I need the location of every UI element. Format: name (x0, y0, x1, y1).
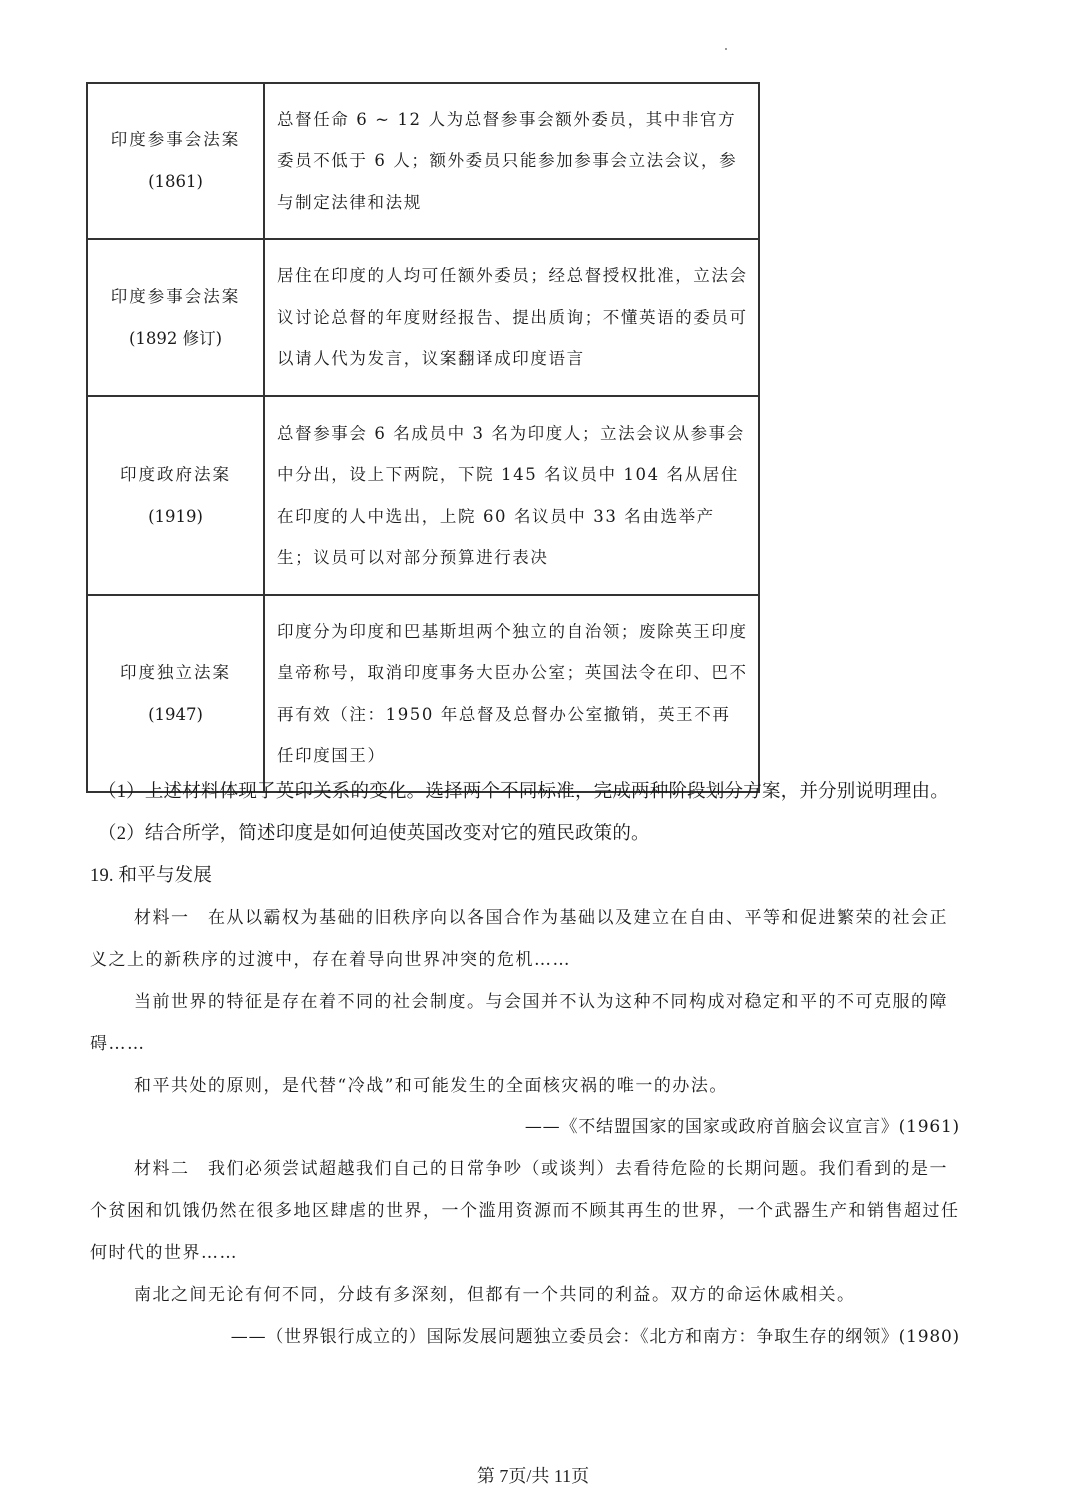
question-2: （2）结合所学，简述印度是如何迫使英国改变对它的殖民政策的。 (98, 824, 650, 844)
table-row (87, 239, 759, 396)
act-year: (1919) (148, 506, 203, 526)
material-2-para-1: 材料二 我们必须尝试超越我们自己的日常争吵（或谈判）去看待危险的长期问题。我们看到的是一个贫困和饥饿仍然在很多地区肆虐的世界，一个滥用资源而不顾其再生的世界，一个武器生产和销售超过任何时代的世界…… (90, 1159, 960, 1263)
table-row (87, 595, 759, 792)
section-19-title: 19. 和平与发展 (90, 866, 213, 886)
act-name: 印度参事会法案 (110, 130, 241, 149)
material-1-para-1: 材料一 在从以霸权为基础的旧秩序向以各国合作为基础以及建立在自由、平等和促进繁荣的社会正义之上的新秩序的过渡中，存在着导向世界冲突的危机…… (90, 908, 948, 970)
material-1-para-2: 当前世界的特征是存在着不同的社会制度。与会国并不认为这种不同构成对稳定和平的不可克服的障碍…… (90, 992, 948, 1054)
act-name: 印度政府法案 (120, 464, 231, 484)
scan-dot (725, 48, 727, 50)
act-name-cell (87, 595, 264, 792)
question-1: （1）上述材料体现了英印关系的变化。选择两个不同标准，完成两种阶段划分方案，并分别说明理由。 (98, 782, 949, 802)
material-2-para-2: 南北之间无论有何不同，分歧有多深刻，但都有一个共同的利益。双方的命运休戚相关。 (134, 1285, 856, 1305)
material-1-para-3: 和平共处的原则，是代替“冷战”和可能发生的全面核灾祸的唯一的办法。 (134, 1076, 728, 1096)
india-acts-table (86, 82, 760, 793)
material-1-source: ——《不结盟国家的国家或政府首脑会议宣言》(1961) (524, 1117, 960, 1137)
act-year: (1861) (148, 172, 203, 191)
page-number: 第 7页/共 11页 (476, 1466, 590, 1486)
act-name-cell (87, 83, 264, 239)
act-name-cell (87, 239, 264, 396)
act-name-cell (87, 396, 264, 595)
act-description: 总督任命 6 ~ 12 人为总督参事会额外委员，其中非官方委员不低于 6 人；额外委员只能参加参事会立法会议，参与制定法律和法规 (264, 83, 759, 239)
act-name: 印度独立法案 (120, 662, 231, 682)
act-year: (1892 修订) (128, 328, 223, 348)
table-row (87, 396, 759, 595)
act-name: 印度参事会法案 (110, 286, 241, 306)
act-description: 居住在印度的人均可任额外委员；经总督授权批准，立法会议讨论总督的年度财经报告、提出质询；不懂英语的委员可以请人代为发言，议案翻译成印度语言 (264, 239, 759, 396)
table-row (87, 83, 759, 239)
act-year: (1947) (148, 704, 203, 724)
act-description: 总督参事会 6 名成员中 3 名为印度人；立法会议从参事会中分出，设上下两院，下院 145 名议员中 104 名从居住在印度的人中选出，上院 60 名议员中 33 名由选举产生；议员可以对部分预算进行表决 (264, 396, 759, 595)
act-description: 印度分为印度和巴基斯坦两个独立的自治领；废除英王印度皇帝称号，取消印度事务大臣办公室；英国法令在印、巴不再有效（注：1950 年总督及总督办公室撤销，英王不再任印度国王） (264, 595, 759, 792)
material-2-source: ——（世界银行成立的）国际发展问题独立委员会：《北方和南方：争取生存的纲领》(1980) (230, 1327, 960, 1347)
